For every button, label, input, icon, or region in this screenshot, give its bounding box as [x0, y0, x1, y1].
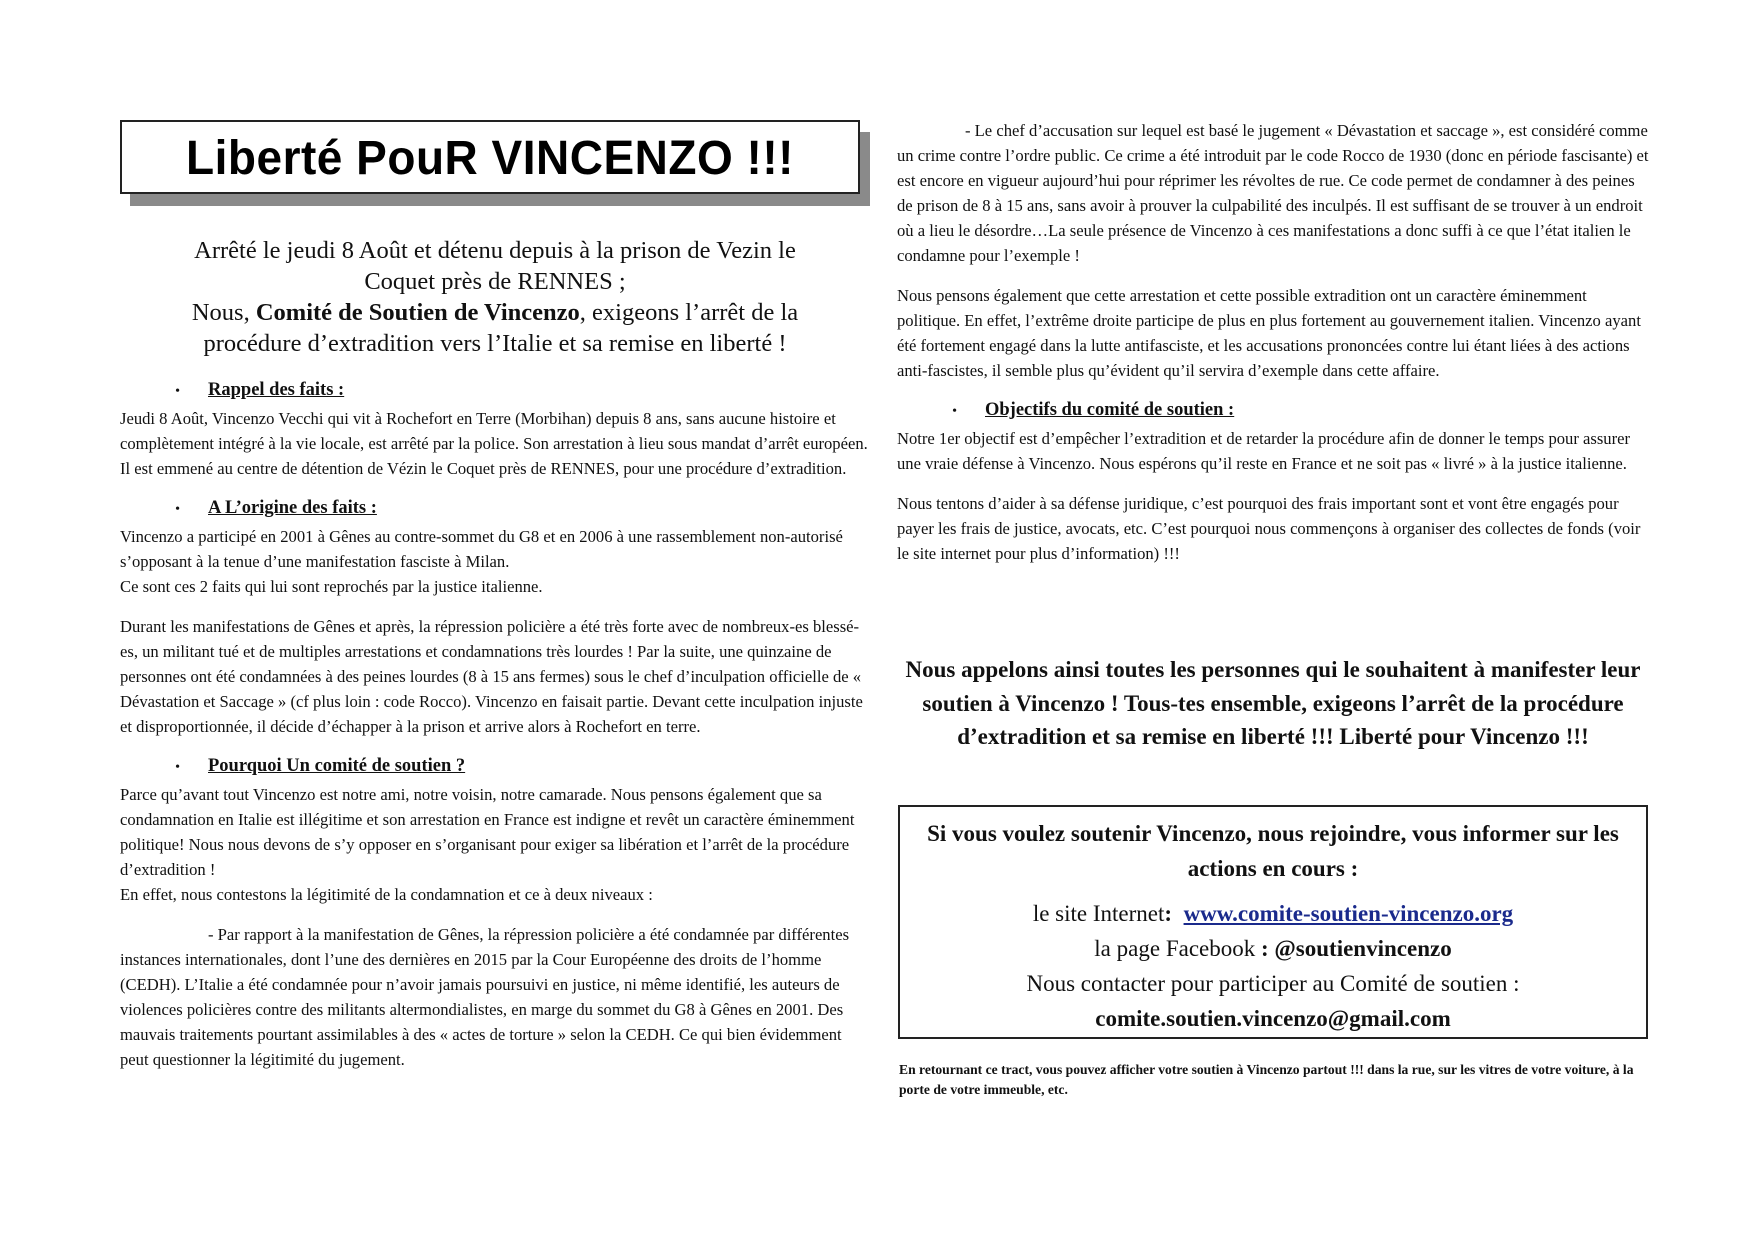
bullet-icon: •: [175, 384, 180, 399]
right-column: [897, 118, 1649, 581]
intro-line: Arrêté le jeudi 8 Août et détenu depuis à la prison de Vezin le: [194, 237, 796, 264]
page-title: Liberté PouR VINCENZO !!!: [186, 129, 794, 185]
paragraph: [120, 782, 872, 907]
paragraph-text: Durant les manifestations de Gênes et après, la répression policière a été très forte avec de nombreux-es blessé-es, un militant tué et de multiples arrestations et condamnations très lourdes ! Par la suite, une quinzaine de personnes ont été condamnées à des peines lourdes (8 à 15 ans fermes) sous le chef d’inculpation officielle de « Dévastation et Saccage » (cf plus loin : code Rocco). Vincenzo en faisait partie. Devant cette inculpation injuste et disproportionnée, il décide d’échapper à la prison et arrive alors à Rochefort en terre.: [120, 617, 863, 736]
section-heading-origine: [120, 496, 872, 522]
paragraph-text: Parce qu’avant tout Vincenzo est notre ami, notre voisin, notre camarade. Nous pensons également que sa condamnation en Italie est illégitime et son arrestation en France est indigne et revêt un caractère éminemment politique! Nous nous devons de s’y opposer en s’organisant pour exiger sa libération et l’arrêt de la procédure d’extradition !: [120, 785, 855, 879]
bullet-icon: •: [175, 760, 180, 775]
footer-note: En retournant ce tract, vous pouvez afficher votre soutien à Vincenzo partout !!! dans la rue, sur les vitres de votre voiture, à la porte de votre immeuble, etc.: [899, 1062, 1634, 1097]
paragraph-text: Jeudi 8 Août, Vincenzo Vecchi qui vit à Rochefort en Terre (Morbihan) depuis 8 ans, sans aucune histoire et complètement intégré à la vie locale, est arrêté par la police. Son arrestation à lieu sous mandat d’arrêt européen. Il est emmené au centre de détention de Vézin le Coquet près de RENNES, pour une procédure d’extradition.: [120, 409, 868, 478]
left-column: [120, 378, 872, 1087]
point-genes: - Par rapport à la manifestation de Gênes, la répression policière a été condamnée par différentes instances internationales, dont l’une des dernières en 2015 par la Cour Européenne des droits de l’homme (CEDH). L’Italie a été condamnée pour n’avoir jamais poursuivi en justice, ni même identifié, les auteurs de violences policières contre des militants altermondialistes, en marge du sommet du G8 à Gênes en 2001. Des mauvais traitements pourtant assimilables à des « actes de torture » selon la CEDH. Ce qui bien évidemment peut questionner la légitimité du jugement.: [120, 925, 850, 1069]
intro-text: Nous,: [191, 299, 256, 326]
intro-line: Coquet près de RENNES ;: [364, 268, 626, 295]
paragraph: [897, 283, 1649, 383]
website-line: [900, 896, 1646, 931]
heading-text: Pourquoi Un comité de soutien ?: [208, 756, 466, 776]
contact-box: [898, 805, 1648, 1039]
contact-heading: Si vous voulez soutenir Vincenzo, nous rejoindre, vous informer sur les actions en cours :: [927, 821, 1619, 881]
contact-email-line: [900, 1001, 1646, 1036]
committee-name: Comité de Soutien de Vincenzo: [255, 299, 580, 326]
intro-text: , exigeons l’arrêt de la: [579, 299, 799, 326]
website-link[interactable]: www.comite-soutien-vincenzo.org: [1183, 901, 1514, 926]
bullet-icon: •: [952, 404, 957, 419]
heading-text: Objectifs du comité de soutien :: [985, 400, 1235, 420]
paragraph-text: Vincenzo a participé en 2001 à Gênes au contre-sommet du G8 et en 2006 à une rassemblement non-autorisé s’opposant à la tenue d’une manifestation fasciste à Milan.: [120, 527, 843, 571]
intro-line: procédure d’extradition vers l’Italie et sa remise en liberté !: [203, 330, 787, 357]
paragraph: [120, 922, 872, 1072]
paragraph: [120, 614, 872, 739]
title-banner: [120, 120, 860, 194]
intro-line: [140, 297, 850, 328]
paragraph: [120, 406, 872, 481]
contact-email[interactable]: comite.soutien.vincenzo@gmail.com: [1095, 1006, 1451, 1031]
intro-statement: [140, 235, 850, 359]
paragraph-text: En effet, nous contestons la légitimité de la condamnation et ce à deux niveaux :: [120, 885, 653, 904]
call-to-action: Nous appelons ainsi toutes les personnes qui le souhaitent à manifester leur soutien à Vincenzo ! Tous-tes ensemble, exigeons l’arrêt de la procédure d’extradition et sa remise en liberté !!! Liberté pour Vincenzo !!!: [905, 657, 1641, 749]
website-colon: :: [1164, 901, 1173, 926]
section-heading-rappel: [120, 378, 872, 404]
point-code-rocco: - Le chef d’accusation sur lequel est basé le jugement « Dévastation et saccage », est considéré comme un crime contre l’ordre public. Ce crime a été introduit par le code Rocco de 1930 (donc en période fascisante) et est encore en vigueur aujourd’hui pour réprimer les révoltes de rue. Ce code permet de condamner à des peines de prison de 8 à 15 ans, sans avoir à prouver la culpabilité des inculpés. Il est suffisant de se trouver à un endroit où a lieu le désordre…La seule présence de Vincenzo à ces manifestations a donc suffi à ce que l’état italien le condamne pour l’exemple !: [897, 121, 1649, 265]
facebook-label: la page Facebook: [1094, 936, 1261, 961]
website-label: le site Internet: [1032, 901, 1165, 926]
facebook-handle[interactable]: @soutienvincenzo: [1274, 936, 1452, 961]
contact-label: Nous contacter pour participer au Comité de soutien :: [1026, 971, 1520, 996]
paragraph: [897, 491, 1649, 566]
paragraph: [897, 118, 1649, 268]
paragraph-text: Nous pensons également que cette arrestation et cette possible extradition ont un caractère éminemment politique. En effet, l’extrême droite participe de plus en plus fortement au gouvernement italien. Vincenzo ayant été fortement engagé dans la lutte antifasciste, et les accusations prononcées contre lui étant liées à des actions anti-fascistes, il semble plus qu’évident qu’il servira d’exemple dans cette affaire.: [897, 286, 1641, 380]
paragraph: [120, 524, 872, 599]
title-box: [120, 120, 860, 194]
heading-text: A L’origine des faits :: [208, 498, 377, 518]
bullet-icon: •: [175, 502, 180, 517]
paragraph-text: Ce sont ces 2 faits qui lui sont reprochés par la justice italienne.: [120, 577, 543, 596]
section-heading-pourquoi: [120, 754, 872, 780]
paragraph: [897, 426, 1649, 476]
paragraph-text: Nous tentons d’aider à sa défense juridique, c’est pourquoi des frais important sont et vont être engagés pour payer les frais de justice, avocats, etc. C’est pourquoi nous commençons à organiser des collectes de fonds (voir le site internet pour plus d’information) !!!: [897, 494, 1641, 563]
facebook-line: [900, 931, 1646, 966]
heading-text: Rappel des faits :: [208, 380, 345, 400]
section-heading-objectifs: [897, 398, 1649, 424]
paragraph-text: Notre 1er objectif est d’empêcher l’extradition et de retarder la procédure afin de donner le temps pour assurer une vraie défense à Vincenzo. Nous espérons qu’il reste en France et ne soit pas « livré » à la justice italienne.: [897, 429, 1631, 473]
facebook-colon: :: [1260, 936, 1269, 961]
